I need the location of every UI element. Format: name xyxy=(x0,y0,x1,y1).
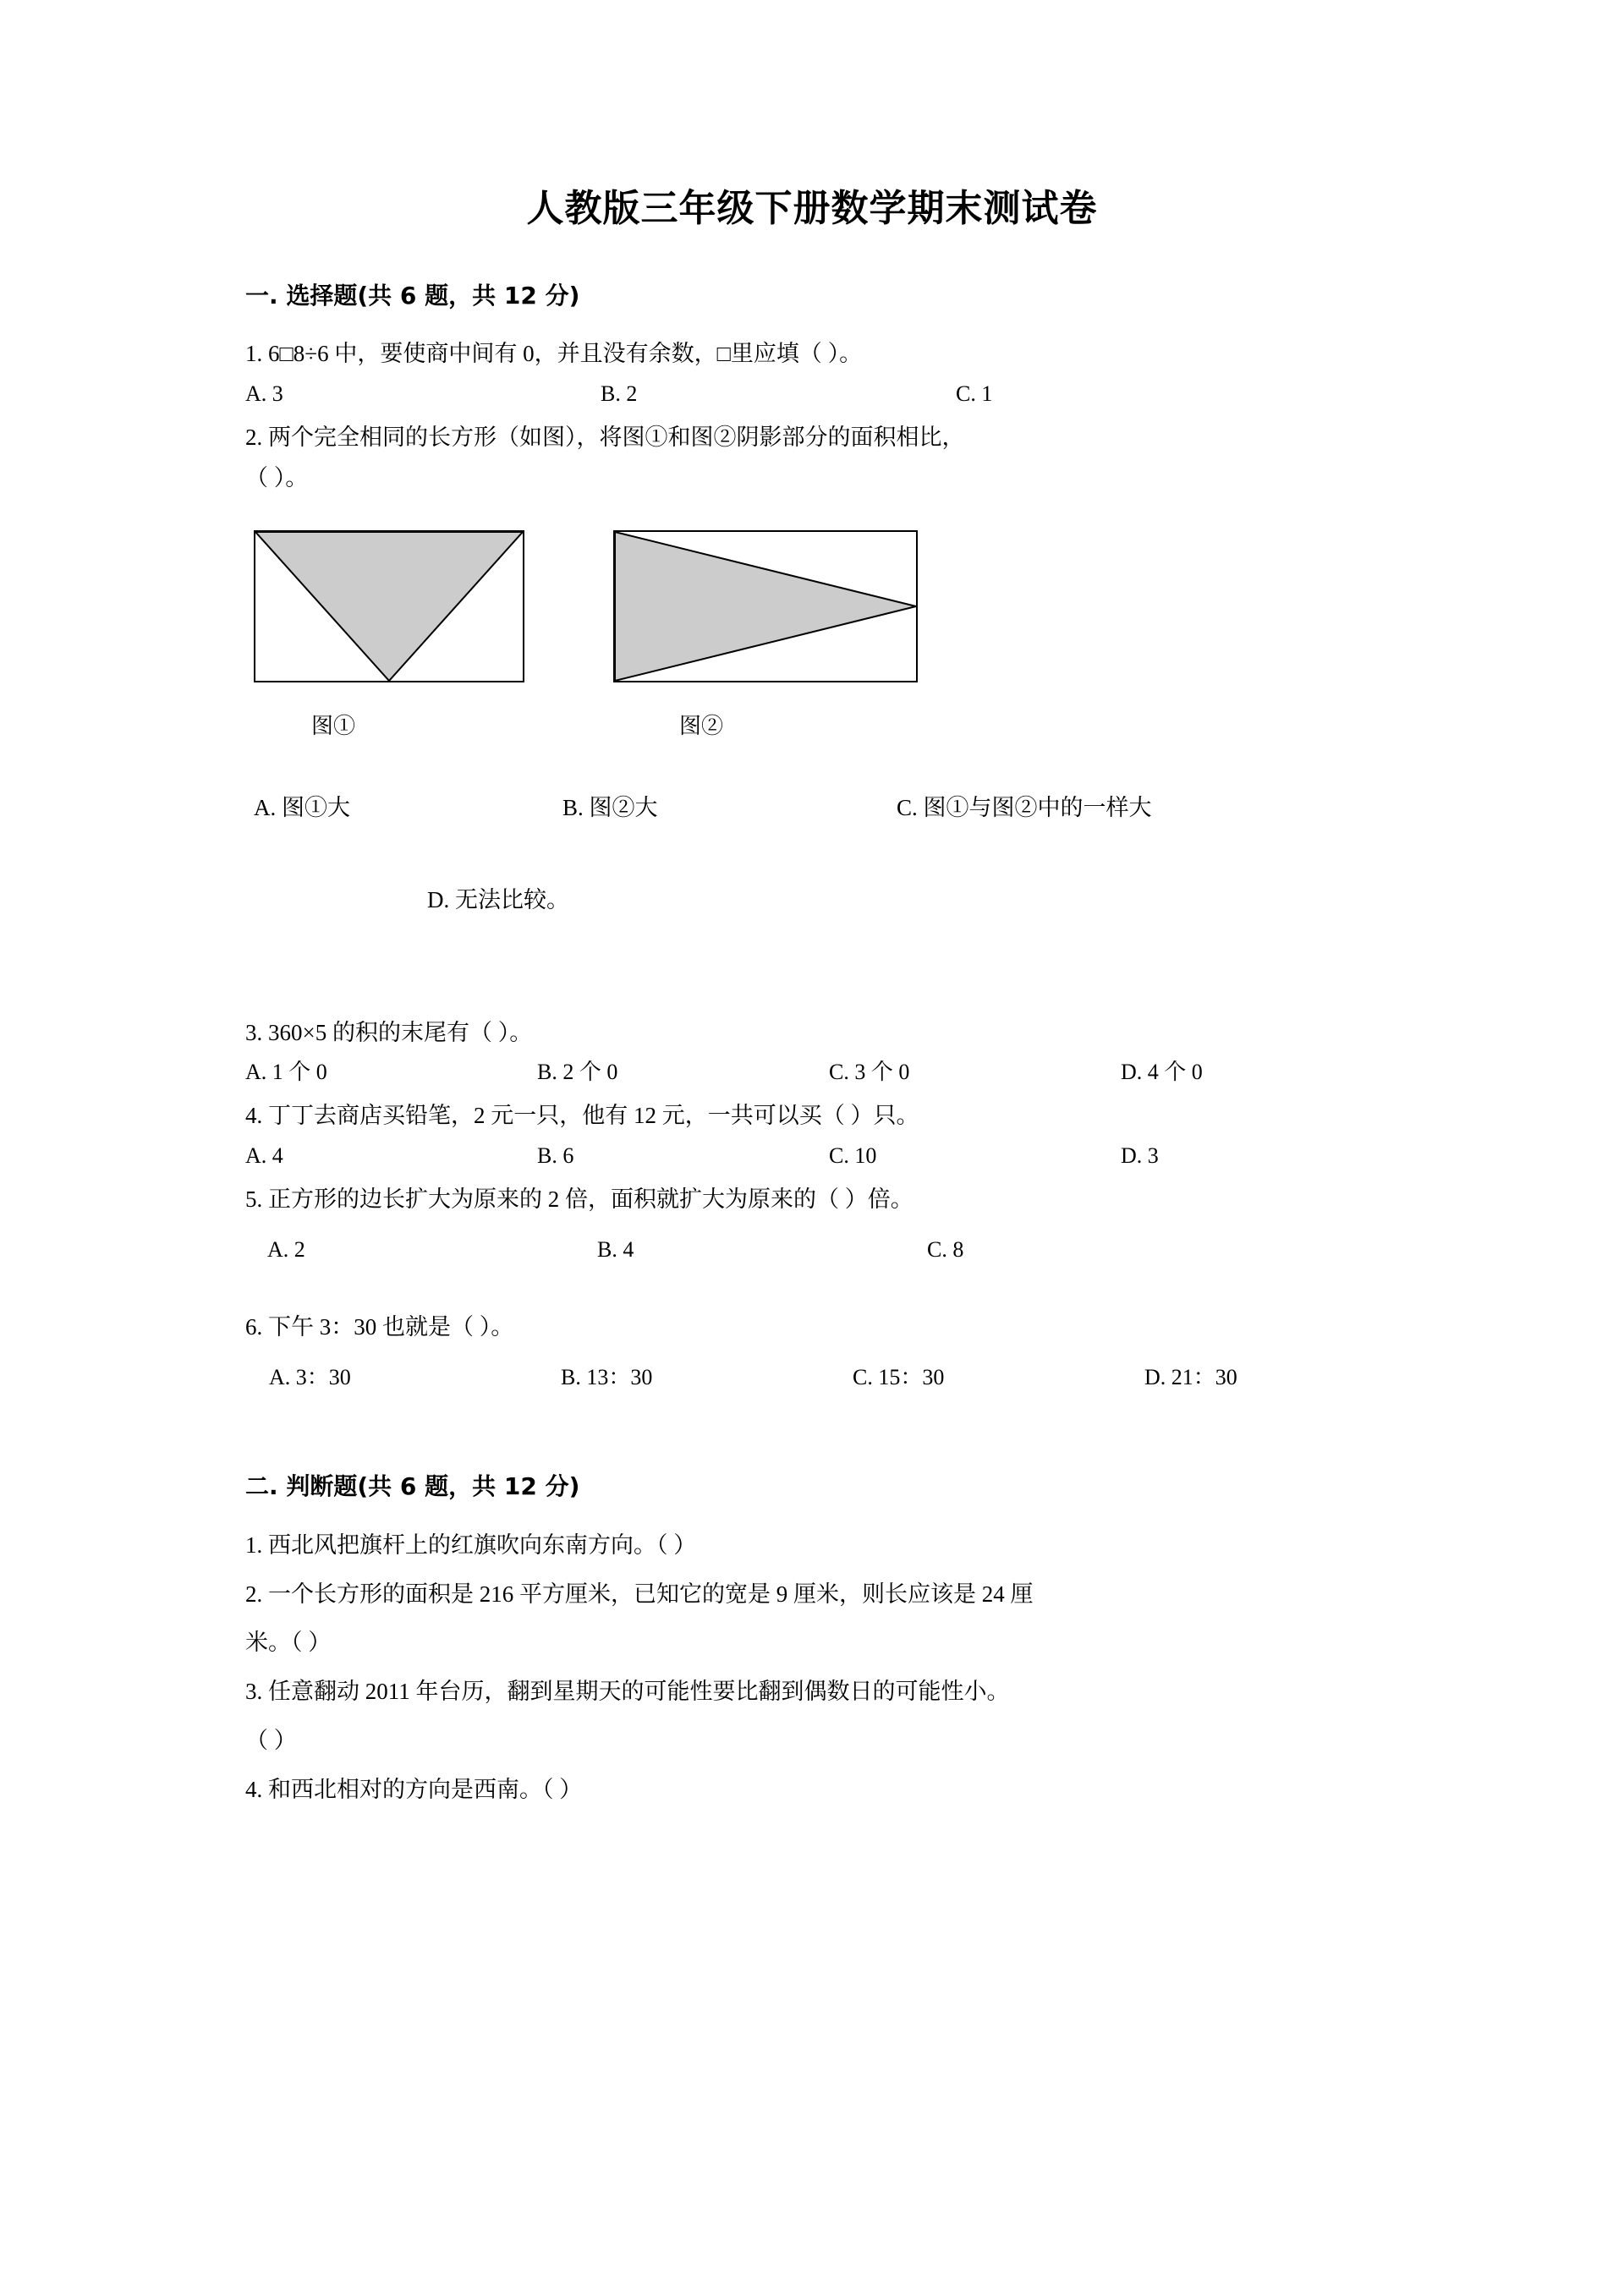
option-d[interactable]: D. 3 xyxy=(1121,1143,1159,1169)
question-3-stem: 3. 360×5 的积的末尾有（ ）。 xyxy=(245,1019,533,1045)
option-b[interactable]: B. 2 xyxy=(601,381,638,406)
tf-item-4: 4. 和西北相对的方向是西南。（ ） xyxy=(245,1776,583,1802)
tf-item-1: 1. 西北风把旗杆上的红旗吹向东南方向。（ ） xyxy=(245,1532,697,1558)
question-6-options xyxy=(245,1361,1379,1394)
section-heading-true-false: 二. 判断题(共 6 题，共 12 分) xyxy=(245,1471,580,1500)
option-b[interactable]: B. 4 xyxy=(597,1237,634,1263)
tf-item-3-line2: （ ） xyxy=(245,1727,297,1753)
option-d[interactable]: D. 21：30 xyxy=(1144,1364,1237,1389)
figure-1-block xyxy=(254,530,524,740)
question-2-options xyxy=(245,789,1379,822)
question-4-stem: 4. 丁丁去商店买铅笔，2 元一只，他有 12 元，一共可以买（ ）只。 xyxy=(245,1103,919,1129)
spacer xyxy=(245,914,1379,1016)
spacer xyxy=(245,1404,1379,1438)
figure-2-caption: 图② xyxy=(679,713,724,738)
option-a[interactable]: A. 1 个 0 xyxy=(245,1060,327,1085)
question-1-stem: 1. 6□8÷6 中，要使商中间有 0，并且没有余数，□里应填（ ）。 xyxy=(245,341,863,366)
question-4-options xyxy=(245,1139,1379,1172)
figure-2-diagram xyxy=(613,530,918,682)
option-c[interactable]: C. 15：30 xyxy=(853,1364,945,1389)
question-1-options xyxy=(245,377,1379,410)
option-b[interactable]: B. 13：30 xyxy=(561,1364,653,1389)
tf-item-3-line1: 3. 任意翻动 2011 年台历，翻到星期天的可能性要比翻到偶数日的可能性小。 xyxy=(245,1679,1010,1705)
page-title: 人教版三年级下册数学期末测试卷 xyxy=(526,187,1098,230)
question-2-stem-line2: （ ）。 xyxy=(245,464,309,490)
tf-item-2-line1: 2. 一个长方形的面积是 216 平方厘米，已知它的宽是 9 厘米，则长应该是 24 厘 xyxy=(245,1581,1034,1607)
figure-1-diagram xyxy=(254,530,524,682)
tf-item-2-line2: 米。（ ） xyxy=(245,1630,332,1656)
option-a[interactable]: A. 3：30 xyxy=(269,1364,351,1389)
option-d[interactable]: D. 无法比较。 xyxy=(427,886,569,912)
question-3-options xyxy=(245,1055,1379,1088)
option-a[interactable]: A. 3 xyxy=(245,381,283,406)
option-d[interactable]: D. 4 个 0 xyxy=(1121,1060,1203,1085)
option-b[interactable]: B. 图②大 xyxy=(562,794,658,820)
question-5-stem: 5. 正方形的边长扩大为原来的 2 倍，面积就扩大为原来的（ ）倍。 xyxy=(245,1186,914,1213)
option-c[interactable]: C. 8 xyxy=(927,1237,964,1263)
figure-2-block xyxy=(613,530,918,740)
option-a[interactable]: A. 2 xyxy=(267,1237,305,1263)
figure-1-caption: 图① xyxy=(311,713,356,738)
question-2-stem-line1: 2. 两个完全相同的长方形（如图），将图①和图②阴影部分的面积相比， xyxy=(245,424,965,450)
question-6-stem: 6. 下午 3：30 也就是（ ）。 xyxy=(245,1314,514,1340)
option-b[interactable]: B. 6 xyxy=(537,1143,574,1169)
option-c[interactable]: C. 10 xyxy=(829,1143,877,1169)
option-c[interactable]: C. 3 个 0 xyxy=(829,1060,910,1085)
spacer xyxy=(245,1276,1379,1310)
option-a[interactable]: A. 4 xyxy=(245,1143,283,1169)
question-5-options xyxy=(245,1233,1379,1266)
section-heading-multiple-choice: 一. 选择题(共 6 题，共 12 分) xyxy=(245,282,580,310)
option-c[interactable]: C. 1 xyxy=(956,381,993,406)
option-a[interactable]: A. 图①大 xyxy=(254,794,350,820)
option-c[interactable]: C. 图①与图②中的一样大 xyxy=(897,794,1152,820)
option-b[interactable]: B. 2 个 0 xyxy=(537,1060,618,1085)
question-2-figures xyxy=(245,530,1379,740)
